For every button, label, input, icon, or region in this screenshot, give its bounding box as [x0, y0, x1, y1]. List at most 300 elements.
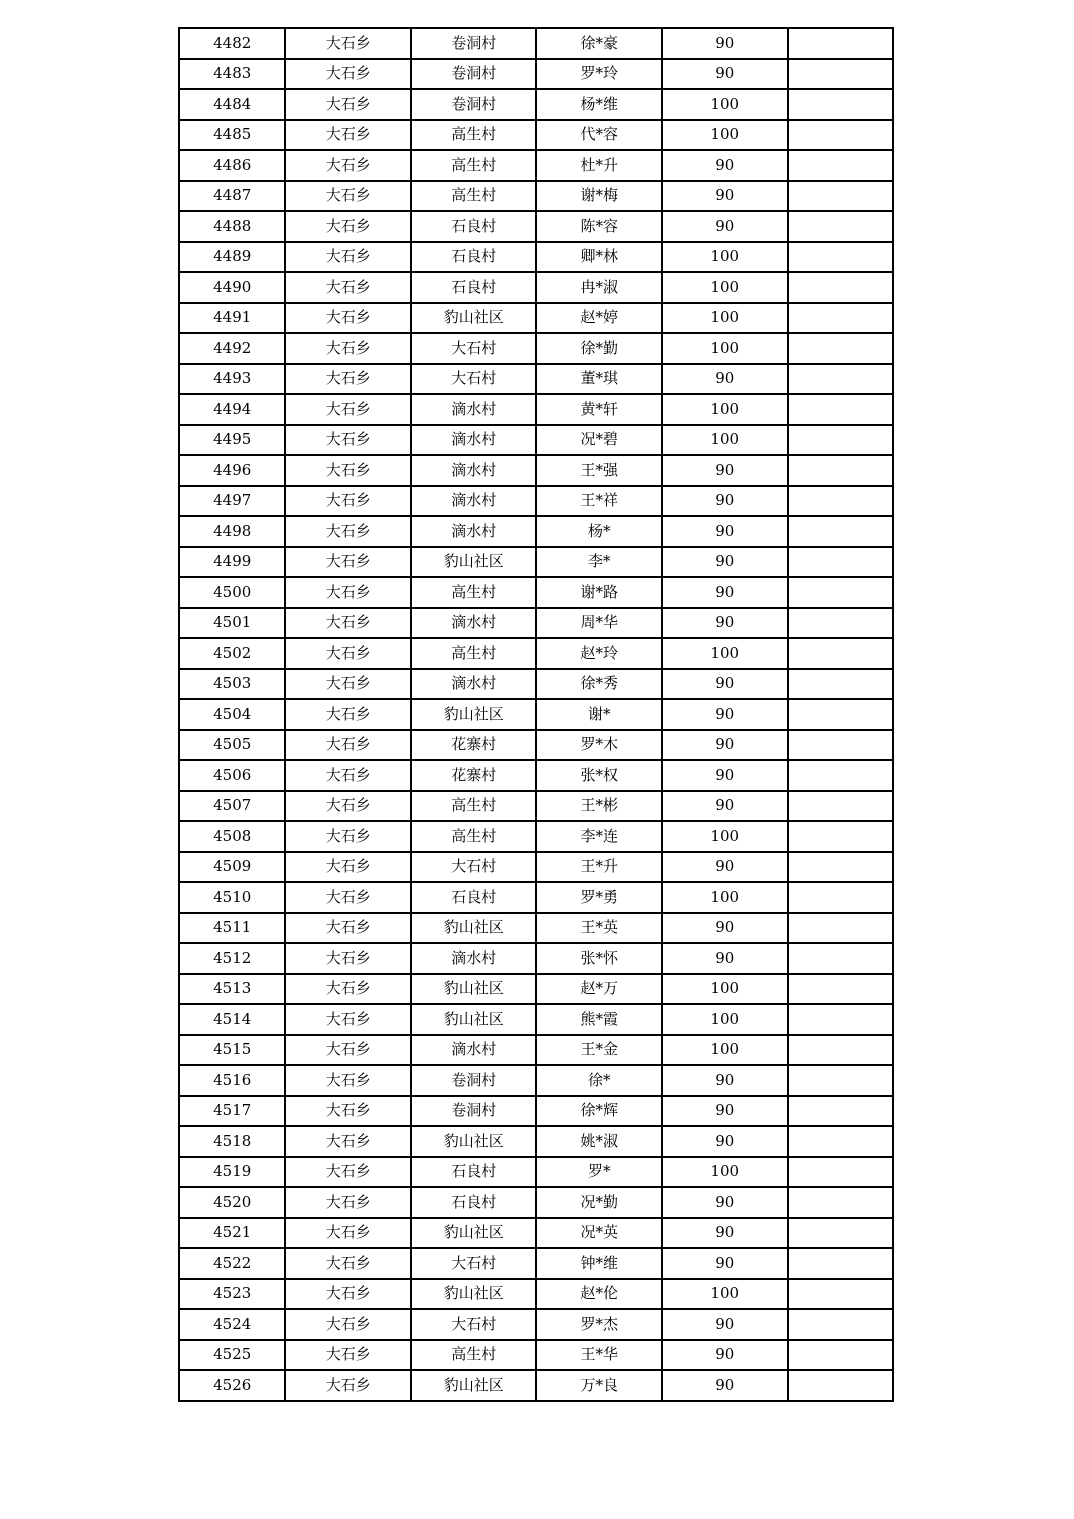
amount-cell: 90 [662, 1187, 788, 1218]
name-cell: 李*连 [536, 821, 662, 852]
table-row [179, 1004, 893, 1035]
table-row [179, 1187, 893, 1218]
name-cell: 周*华 [536, 608, 662, 639]
name-cell: 徐*豪 [536, 28, 662, 59]
table-row [179, 150, 893, 181]
table-row [179, 364, 893, 395]
amount-cell: 90 [662, 1340, 788, 1371]
serial-number-cell: 4513 [179, 974, 285, 1005]
amount-cell: 90 [662, 943, 788, 974]
remark-cell [788, 608, 894, 639]
amount-cell: 90 [662, 791, 788, 822]
remark-cell [788, 120, 894, 151]
remark-cell [788, 1126, 894, 1157]
village-cell: 滴水村 [411, 516, 537, 547]
village-cell: 大石村 [411, 1309, 537, 1340]
name-cell: 赵*万 [536, 974, 662, 1005]
township-cell: 大石乡 [285, 211, 411, 242]
amount-cell: 90 [662, 547, 788, 578]
serial-number-cell: 4526 [179, 1370, 285, 1401]
name-cell: 罗*玲 [536, 59, 662, 90]
table-row [179, 272, 893, 303]
township-cell: 大石乡 [285, 455, 411, 486]
remark-cell [788, 577, 894, 608]
township-cell: 大石乡 [285, 1248, 411, 1279]
village-cell: 石良村 [411, 1187, 537, 1218]
table-row [179, 1035, 893, 1066]
township-cell: 大石乡 [285, 1279, 411, 1310]
township-cell: 大石乡 [285, 1065, 411, 1096]
serial-number-cell: 4506 [179, 760, 285, 791]
remark-cell [788, 1096, 894, 1127]
table-row [179, 89, 893, 120]
name-cell: 赵*婷 [536, 303, 662, 334]
remark-cell [788, 974, 894, 1005]
table-row [179, 577, 893, 608]
township-cell: 大石乡 [285, 394, 411, 425]
name-cell: 况*英 [536, 1218, 662, 1249]
name-cell: 罗*木 [536, 730, 662, 761]
table-row [179, 211, 893, 242]
table-row [179, 181, 893, 212]
amount-cell: 90 [662, 181, 788, 212]
table-row [179, 669, 893, 700]
remark-cell [788, 28, 894, 59]
name-cell: 王*英 [536, 913, 662, 944]
village-cell: 高生村 [411, 791, 537, 822]
amount-cell: 90 [662, 1309, 788, 1340]
table-row [179, 1279, 893, 1310]
township-cell: 大石乡 [285, 1004, 411, 1035]
serial-number-cell: 4502 [179, 638, 285, 669]
remark-cell [788, 181, 894, 212]
amount-cell: 90 [662, 1126, 788, 1157]
township-cell: 大石乡 [285, 760, 411, 791]
table-row [179, 1248, 893, 1279]
name-cell: 姚*淑 [536, 1126, 662, 1157]
village-cell: 大石村 [411, 364, 537, 395]
name-cell: 徐*秀 [536, 669, 662, 700]
village-cell: 高生村 [411, 821, 537, 852]
name-cell: 谢* [536, 699, 662, 730]
village-cell: 高生村 [411, 638, 537, 669]
amount-cell: 100 [662, 638, 788, 669]
table-row [179, 1065, 893, 1096]
name-cell: 钟*维 [536, 1248, 662, 1279]
table-row [179, 1126, 893, 1157]
village-cell: 大石村 [411, 852, 537, 883]
amount-cell: 100 [662, 1279, 788, 1310]
amount-cell: 100 [662, 974, 788, 1005]
table-row [179, 913, 893, 944]
table-body [179, 28, 893, 1401]
amount-cell: 90 [662, 699, 788, 730]
serial-number-cell: 4492 [179, 333, 285, 364]
remark-cell [788, 1157, 894, 1188]
table-row [179, 1218, 893, 1249]
village-cell: 滴水村 [411, 455, 537, 486]
amount-cell: 100 [662, 272, 788, 303]
village-cell: 卷洞村 [411, 28, 537, 59]
village-cell: 石良村 [411, 1157, 537, 1188]
township-cell: 大石乡 [285, 791, 411, 822]
name-cell: 罗*勇 [536, 882, 662, 913]
amount-cell: 90 [662, 1370, 788, 1401]
remark-cell [788, 1218, 894, 1249]
remark-cell [788, 699, 894, 730]
table-row [179, 638, 893, 669]
amount-cell: 100 [662, 333, 788, 364]
table-row [179, 852, 893, 883]
table-row [179, 394, 893, 425]
table-row [179, 974, 893, 1005]
serial-number-cell: 4508 [179, 821, 285, 852]
name-cell: 王*祥 [536, 486, 662, 517]
remark-cell [788, 516, 894, 547]
village-cell: 花寨村 [411, 760, 537, 791]
amount-cell: 90 [662, 1096, 788, 1127]
name-cell: 陈*容 [536, 211, 662, 242]
village-cell: 滴水村 [411, 486, 537, 517]
remark-cell [788, 1370, 894, 1401]
village-cell: 滴水村 [411, 425, 537, 456]
village-cell: 豹山社区 [411, 1218, 537, 1249]
remark-cell [788, 242, 894, 273]
township-cell: 大石乡 [285, 730, 411, 761]
name-cell: 徐*勤 [536, 333, 662, 364]
amount-cell: 90 [662, 150, 788, 181]
serial-number-cell: 4514 [179, 1004, 285, 1035]
village-cell: 豹山社区 [411, 303, 537, 334]
serial-number-cell: 4524 [179, 1309, 285, 1340]
amount-cell: 90 [662, 760, 788, 791]
remark-cell [788, 211, 894, 242]
amount-cell: 90 [662, 486, 788, 517]
township-cell: 大石乡 [285, 89, 411, 120]
remark-cell [788, 1279, 894, 1310]
table-row [179, 59, 893, 90]
serial-number-cell: 4484 [179, 89, 285, 120]
name-cell: 黄*轩 [536, 394, 662, 425]
name-cell: 赵*玲 [536, 638, 662, 669]
township-cell: 大石乡 [285, 425, 411, 456]
remark-cell [788, 1248, 894, 1279]
name-cell: 熊*霞 [536, 1004, 662, 1035]
township-cell: 大石乡 [285, 28, 411, 59]
name-cell: 王*华 [536, 1340, 662, 1371]
table-row [179, 1096, 893, 1127]
village-cell: 花寨村 [411, 730, 537, 761]
table-row [179, 333, 893, 364]
amount-cell: 100 [662, 242, 788, 273]
remark-cell [788, 425, 894, 456]
serial-number-cell: 4489 [179, 242, 285, 273]
remark-cell [788, 59, 894, 90]
amount-cell: 100 [662, 425, 788, 456]
remark-cell [788, 272, 894, 303]
name-cell: 罗* [536, 1157, 662, 1188]
township-cell: 大石乡 [285, 364, 411, 395]
name-cell: 王*强 [536, 455, 662, 486]
amount-cell: 100 [662, 882, 788, 913]
township-cell: 大石乡 [285, 150, 411, 181]
name-cell: 李* [536, 547, 662, 578]
township-cell: 大石乡 [285, 821, 411, 852]
serial-number-cell: 4521 [179, 1218, 285, 1249]
amount-cell: 90 [662, 516, 788, 547]
village-cell: 滴水村 [411, 1035, 537, 1066]
table-row [179, 943, 893, 974]
name-cell: 卿*林 [536, 242, 662, 273]
table-row [179, 791, 893, 822]
serial-number-cell: 4516 [179, 1065, 285, 1096]
village-cell: 石良村 [411, 242, 537, 273]
township-cell: 大石乡 [285, 638, 411, 669]
village-cell: 高生村 [411, 150, 537, 181]
table-row [179, 699, 893, 730]
name-cell: 王*彬 [536, 791, 662, 822]
remark-cell [788, 730, 894, 761]
township-cell: 大石乡 [285, 1035, 411, 1066]
township-cell: 大石乡 [285, 1126, 411, 1157]
table-row [179, 882, 893, 913]
serial-number-cell: 4483 [179, 59, 285, 90]
remark-cell [788, 913, 894, 944]
amount-cell: 90 [662, 577, 788, 608]
amount-cell: 90 [662, 913, 788, 944]
township-cell: 大石乡 [285, 303, 411, 334]
remark-cell [788, 1187, 894, 1218]
serial-number-cell: 4509 [179, 852, 285, 883]
name-cell: 赵*伦 [536, 1279, 662, 1310]
township-cell: 大石乡 [285, 242, 411, 273]
amount-cell: 100 [662, 120, 788, 151]
amount-cell: 90 [662, 669, 788, 700]
amount-cell: 90 [662, 1065, 788, 1096]
village-cell: 豹山社区 [411, 547, 537, 578]
remark-cell [788, 669, 894, 700]
amount-cell: 90 [662, 852, 788, 883]
table-row [179, 242, 893, 273]
table-row [179, 120, 893, 151]
name-cell: 徐* [536, 1065, 662, 1096]
remark-cell [788, 333, 894, 364]
remark-cell [788, 791, 894, 822]
name-cell: 况*碧 [536, 425, 662, 456]
amount-cell: 100 [662, 89, 788, 120]
village-cell: 石良村 [411, 882, 537, 913]
township-cell: 大石乡 [285, 1370, 411, 1401]
village-cell: 滴水村 [411, 608, 537, 639]
serial-number-cell: 4494 [179, 394, 285, 425]
table-row [179, 821, 893, 852]
remark-cell [788, 1309, 894, 1340]
remark-cell [788, 943, 894, 974]
amount-cell: 90 [662, 364, 788, 395]
amount-cell: 90 [662, 1248, 788, 1279]
remark-cell [788, 89, 894, 120]
township-cell: 大石乡 [285, 913, 411, 944]
amount-cell: 100 [662, 303, 788, 334]
village-cell: 豹山社区 [411, 1126, 537, 1157]
township-cell: 大石乡 [285, 486, 411, 517]
table-row [179, 1370, 893, 1401]
township-cell: 大石乡 [285, 943, 411, 974]
serial-number-cell: 4482 [179, 28, 285, 59]
name-cell: 徐*辉 [536, 1096, 662, 1127]
remark-cell [788, 394, 894, 425]
serial-number-cell: 4511 [179, 913, 285, 944]
name-cell: 万*良 [536, 1370, 662, 1401]
serial-number-cell: 4507 [179, 791, 285, 822]
serial-number-cell: 4519 [179, 1157, 285, 1188]
serial-number-cell: 4498 [179, 516, 285, 547]
serial-number-cell: 4490 [179, 272, 285, 303]
village-cell: 卷洞村 [411, 1065, 537, 1096]
village-cell: 高生村 [411, 120, 537, 151]
remark-cell [788, 882, 894, 913]
serial-number-cell: 4495 [179, 425, 285, 456]
table-row [179, 28, 893, 59]
village-cell: 高生村 [411, 577, 537, 608]
township-cell: 大石乡 [285, 882, 411, 913]
serial-number-cell: 4503 [179, 669, 285, 700]
serial-number-cell: 4525 [179, 1340, 285, 1371]
amount-cell: 90 [662, 59, 788, 90]
amount-cell: 90 [662, 211, 788, 242]
serial-number-cell: 4522 [179, 1248, 285, 1279]
amount-cell: 90 [662, 730, 788, 761]
village-cell: 石良村 [411, 272, 537, 303]
table-row [179, 516, 893, 547]
amount-cell: 90 [662, 455, 788, 486]
township-cell: 大石乡 [285, 1157, 411, 1188]
village-cell: 石良村 [411, 211, 537, 242]
remark-cell [788, 150, 894, 181]
name-cell: 张*怀 [536, 943, 662, 974]
township-cell: 大石乡 [285, 577, 411, 608]
village-cell: 豹山社区 [411, 699, 537, 730]
serial-number-cell: 4488 [179, 211, 285, 242]
township-cell: 大石乡 [285, 1218, 411, 1249]
remark-cell [788, 638, 894, 669]
village-cell: 大石村 [411, 333, 537, 364]
township-cell: 大石乡 [285, 1096, 411, 1127]
village-cell: 卷洞村 [411, 1096, 537, 1127]
serial-number-cell: 4493 [179, 364, 285, 395]
remark-cell [788, 1004, 894, 1035]
remark-cell [788, 303, 894, 334]
village-cell: 豹山社区 [411, 1004, 537, 1035]
village-cell: 大石村 [411, 1248, 537, 1279]
table-row [179, 486, 893, 517]
amount-cell: 100 [662, 821, 788, 852]
serial-number-cell: 4505 [179, 730, 285, 761]
serial-number-cell: 4512 [179, 943, 285, 974]
amount-cell: 90 [662, 608, 788, 639]
village-cell: 卷洞村 [411, 59, 537, 90]
name-cell: 罗*杰 [536, 1309, 662, 1340]
name-cell: 冉*淑 [536, 272, 662, 303]
township-cell: 大石乡 [285, 120, 411, 151]
table-row [179, 608, 893, 639]
township-cell: 大石乡 [285, 59, 411, 90]
amount-cell: 100 [662, 1004, 788, 1035]
serial-number-cell: 4517 [179, 1096, 285, 1127]
table-row [179, 425, 893, 456]
remark-cell [788, 1340, 894, 1371]
table-row [179, 730, 893, 761]
serial-number-cell: 4486 [179, 150, 285, 181]
township-cell: 大石乡 [285, 333, 411, 364]
village-cell: 豹山社区 [411, 1279, 537, 1310]
township-cell: 大石乡 [285, 974, 411, 1005]
data-table [178, 27, 894, 1402]
serial-number-cell: 4491 [179, 303, 285, 334]
remark-cell [788, 821, 894, 852]
village-cell: 高生村 [411, 181, 537, 212]
serial-number-cell: 4518 [179, 1126, 285, 1157]
serial-number-cell: 4500 [179, 577, 285, 608]
name-cell: 谢*路 [536, 577, 662, 608]
township-cell: 大石乡 [285, 608, 411, 639]
amount-cell: 100 [662, 394, 788, 425]
township-cell: 大石乡 [285, 699, 411, 730]
village-cell: 滴水村 [411, 394, 537, 425]
village-cell: 豹山社区 [411, 913, 537, 944]
amount-cell: 90 [662, 28, 788, 59]
serial-number-cell: 4497 [179, 486, 285, 517]
remark-cell [788, 1035, 894, 1066]
village-cell: 高生村 [411, 1340, 537, 1371]
table-row [179, 455, 893, 486]
name-cell: 王*升 [536, 852, 662, 883]
serial-number-cell: 4499 [179, 547, 285, 578]
amount-cell: 100 [662, 1035, 788, 1066]
table-row [179, 547, 893, 578]
name-cell: 王*金 [536, 1035, 662, 1066]
amount-cell: 90 [662, 1218, 788, 1249]
table-row [179, 303, 893, 334]
table-row [179, 760, 893, 791]
township-cell: 大石乡 [285, 272, 411, 303]
serial-number-cell: 4523 [179, 1279, 285, 1310]
remark-cell [788, 1065, 894, 1096]
township-cell: 大石乡 [285, 852, 411, 883]
remark-cell [788, 547, 894, 578]
remark-cell [788, 760, 894, 791]
remark-cell [788, 852, 894, 883]
village-cell: 滴水村 [411, 943, 537, 974]
name-cell: 张*权 [536, 760, 662, 791]
village-cell: 豹山社区 [411, 974, 537, 1005]
remark-cell [788, 364, 894, 395]
name-cell: 杨* [536, 516, 662, 547]
table-row [179, 1340, 893, 1371]
serial-number-cell: 4510 [179, 882, 285, 913]
serial-number-cell: 4485 [179, 120, 285, 151]
serial-number-cell: 4520 [179, 1187, 285, 1218]
serial-number-cell: 4496 [179, 455, 285, 486]
township-cell: 大石乡 [285, 669, 411, 700]
table-row [179, 1309, 893, 1340]
village-cell: 滴水村 [411, 669, 537, 700]
table-row [179, 1157, 893, 1188]
name-cell: 杨*维 [536, 89, 662, 120]
serial-number-cell: 4515 [179, 1035, 285, 1066]
name-cell: 谢*梅 [536, 181, 662, 212]
village-cell: 卷洞村 [411, 89, 537, 120]
